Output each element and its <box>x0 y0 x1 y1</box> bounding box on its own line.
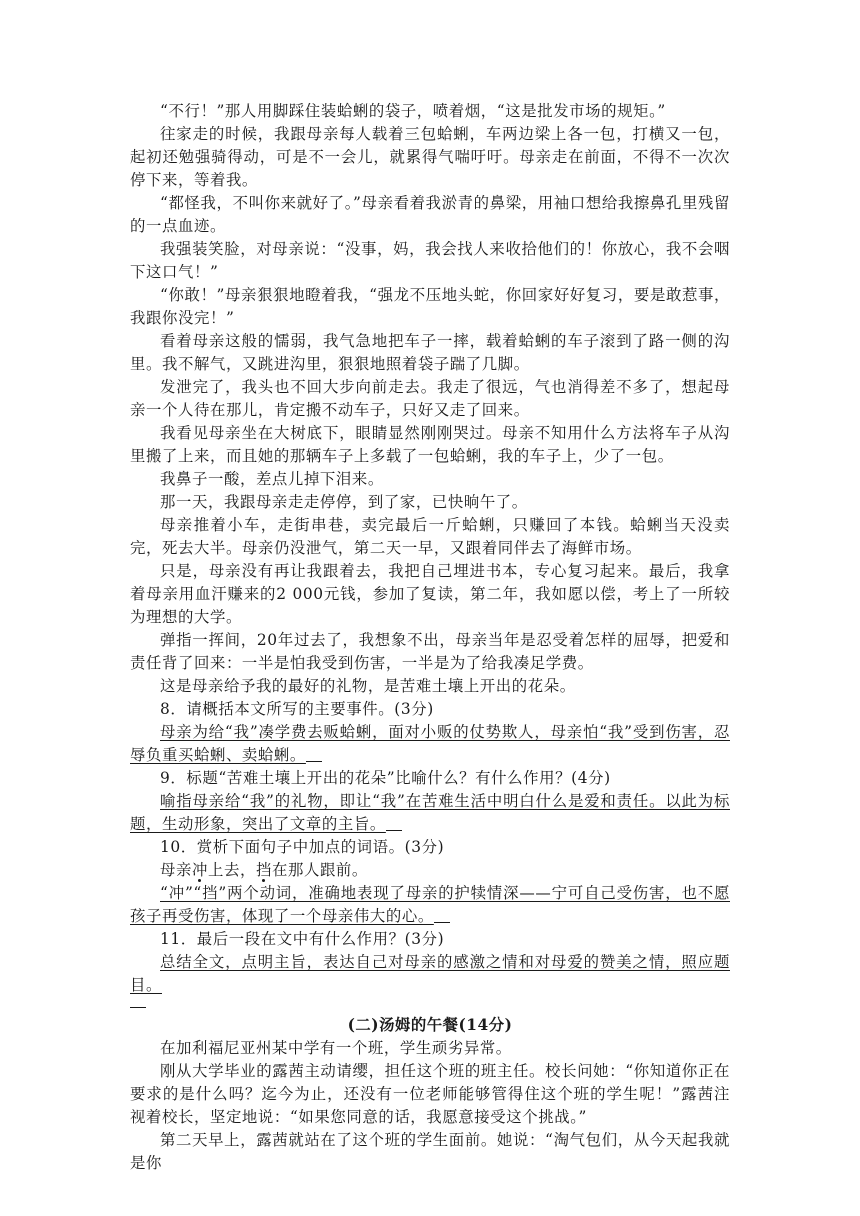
paragraph: 只是，母亲没有再让我跟着去，我把自己埋进书本，专心复习起来。最后，我拿着母亲用血汗赚来的2 000元钱，参加了复读，第二年，我如愿以偿，考上了一所较为理想的大学。 <box>130 562 730 626</box>
paragraph: 我鼻子一酸，差点儿掉下泪来。 <box>160 470 384 488</box>
dotted-word: 挡 <box>255 861 272 879</box>
paragraph: 这是母亲给予我的最好的礼物，是苦难土壤上开出的花朵。 <box>160 677 576 695</box>
paragraph: 往家走的时候，我跟母亲每人载着三包蛤蜊，车两边梁上各一包，打横又一包，起初还勉强骑得动，可是不一会儿，就累得气喘吁吁。母亲走在前面，不得不一次次停下来，等着我。 <box>130 125 730 189</box>
answer-line <box>130 951 730 997</box>
passage-two <box>130 1014 730 1175</box>
question-11 <box>130 928 730 1008</box>
paragraph: 那一天，我跟母亲走走停停，到了家，已快晌午了。 <box>160 493 528 511</box>
answer-text: 总结全文，点明主旨，表达自己对母亲的感激之情和对母爱的赞美之情，照应题目。 <box>130 953 730 994</box>
answer-underline-tail <box>306 747 322 762</box>
sentence-text: 上去， <box>207 861 256 879</box>
answer-text: 喻指母亲给“我”的礼物，即让“我”在苦难生活中明白什么是爱和责任。以此为标题，生动形象，突出了文章的主旨。 <box>130 792 730 833</box>
answer-text: 母亲为给“我”凑学费去贩蛤蜊，面对小贩的仗势欺人，母亲怕“我”受到伤害，忍辱负重买蛤蜊、卖蛤蜊。 <box>130 723 730 764</box>
question-text: 9．标题“苦难土壤上开出的花朵”比喻什么？有什么作用？(4分) <box>160 769 611 787</box>
paragraph: 发泄完了，我头也不回大步向前走去。我走了很远，气也消得差不多了，想起母亲一个人待在那儿，肯定搬不动车子，只好又走了回来。 <box>130 378 730 419</box>
paragraph: 我强装笑脸，对母亲说：“没事，妈，我会找人来收拾他们的！你放心，我不会咽下这口气！” <box>130 240 730 281</box>
answer-underline-tail <box>434 908 450 923</box>
question-10 <box>130 836 730 928</box>
question-text: 10．赏析下面句子中加点的词语。(3分) <box>160 838 445 856</box>
paragraph: “都怪我，不叫你来就好了。”母亲看着我淤青的鼻梁，用袖口想给我擦鼻孔里残留的一点血迹。 <box>130 194 730 235</box>
question-text: 11．最后一段在文中有什么作用？(3分) <box>160 930 445 948</box>
answer-line <box>130 721 730 767</box>
sentence-text: 母亲 <box>160 861 192 879</box>
paragraph: 第二天早上，露茜就站在了这个班的学生面前。她说：“淘气包们，从今天起我就是你 <box>130 1131 730 1172</box>
paragraph: 我看见母亲坐在大树底下，眼睛显然刚刚哭过。母亲不知用什么方法将车子从沟里搬了上来，而且她的那辆车子上多载了一包蛤蜊，我的车子上，少了一包。 <box>130 424 730 465</box>
answer-underline-tail <box>386 816 402 831</box>
paragraph: 在加利福尼亚州某中学有一个班，学生顽劣异常。 <box>160 1039 512 1057</box>
question-8 <box>130 698 730 767</box>
question-text: 8．请概括本文所写的主要事件。(3分) <box>160 700 434 718</box>
example-sentence <box>130 859 730 882</box>
dotted-word: 冲 <box>191 861 208 879</box>
answer-line <box>130 790 730 836</box>
answer-underline-tail <box>130 997 146 1008</box>
answer-line <box>130 882 730 928</box>
paragraph: 看着母亲这般的懦弱，我气急地把车子一摔，载着蛤蜊的车子滚到了路一侧的沟里。我不解气，又跳进沟里，狠狠地照着袋子踹了几脚。 <box>130 332 730 373</box>
paragraph: 弹指一挥间，20年过去了，我想象不出，母亲当年是忍受着怎样的屈辱，把爱和责任背了回来：一半是怕我受到伤害，一半是为了给我凑足学费。 <box>130 631 730 672</box>
document-page <box>130 100 730 1175</box>
paragraph: “不行！”那人用脚踩住装蛤蜊的袋子，喷着烟，“这是批发市场的规矩。” <box>160 102 666 120</box>
section-title: (二)汤姆的午餐(14分) <box>347 1016 513 1034</box>
paragraph: “你敢！”母亲狠狠地瞪着我，“强龙不压地头蛇，你回家好好复习，要是敢惹事，我跟你没完！” <box>130 286 730 327</box>
sentence-text: 在那人跟前。 <box>271 861 368 879</box>
paragraph: 刚从大学毕业的露茜主动请缨，担任这个班的班主任。校长问她：“你知道你正在要求的是什么吗？迄今为止，还没有一位老师能够管得住这个班的学生呢！”露茜注视着校长，坚定地说：“如果您同意的话，我愿意接受这个挑战。” <box>130 1062 730 1126</box>
paragraph: 母亲推着小车，走街串巷，卖完最后一斤蛤蜊，只赚回了本钱。蛤蜊当天没卖完，死去大半。母亲仍没泄气，第二天一早，又跟着同伴去了海鲜市场。 <box>130 516 730 557</box>
question-9 <box>130 767 730 836</box>
answer-text: “冲”“挡”两个动词，准确地表现了母亲的护犊情深——宁可自己受伤害，也不愿孩子再受伤害，体现了一个母亲伟大的心。 <box>130 884 730 925</box>
passage-one <box>130 100 730 698</box>
